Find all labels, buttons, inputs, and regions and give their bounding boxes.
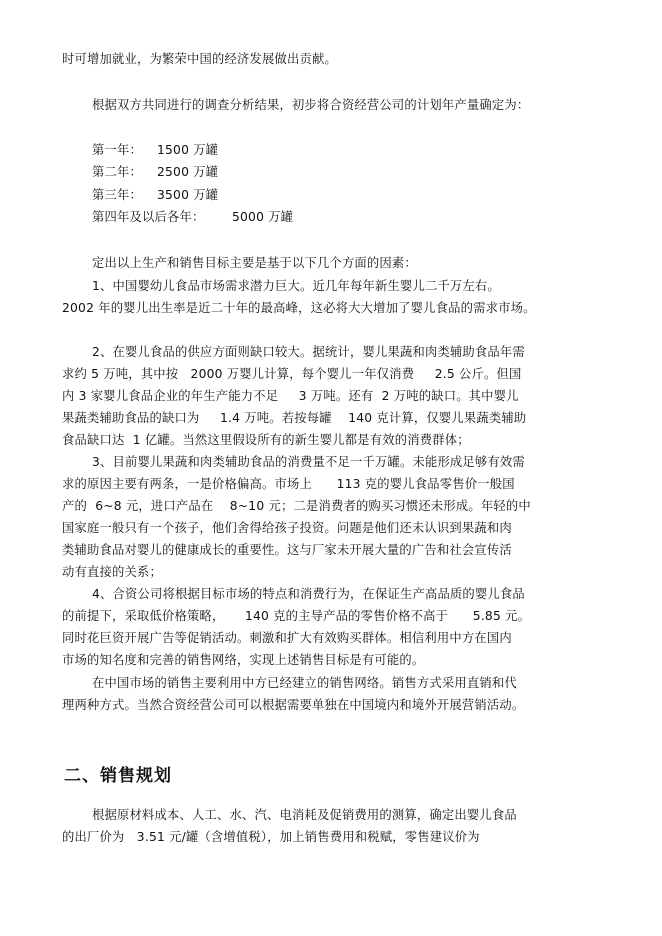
- section-heading: 二、销售规划: [64, 766, 172, 786]
- factor-4-line: 同时花巨资开展广告等促销活动。刺激和扩大有效购买群体。相信利用中方在国内: [62, 631, 512, 645]
- plan-year-4-label: 第四年及以后各年：: [92, 210, 205, 224]
- factor-2-line: 2、在婴儿食品的供应方面则缺口较大。据统计，婴儿果蔬和肉类辅助食品年需: [92, 345, 525, 359]
- factor-4-line: 市场的知名度和完善的销售网络，实现上述销售目标是有可能的。: [62, 653, 425, 667]
- sales-channel-line: 在中国市场的销售主要利用中方已经建立的销售网络。销售方式采用直销和代: [92, 676, 517, 690]
- plan-year-3-value: 3500 万罐: [157, 188, 219, 202]
- factor-3-line: 类辅助食品对婴儿的健康成长的重要性。这与厂家未开展大量的广告和社会宣传活: [62, 543, 512, 557]
- factor-1-line: 2002 年的婴儿出生率是近二十年的最高峰，这必将大大增加了婴儿食品的需求市场。: [62, 301, 536, 315]
- factor-2-line: 求约 5 万吨，其中按 2000 万婴儿计算，每个婴儿一年仅消费 2.5 公斤。但国: [62, 367, 522, 381]
- factor-2-line: 内 3 家婴儿食品企业的年生产能力不足 3 万吨。还有 2 万吨的缺口。其中婴儿: [62, 389, 519, 403]
- factor-2-line: 果蔬类辅助食品的缺口为 1.4 万吨。若按每罐 140 克计算，仅婴儿果蔬类辅助: [62, 411, 527, 425]
- pricing-line: 的出厂价为 3.51 元/罐（含增值税），加上销售费用和税赋，零售建议价为: [62, 830, 480, 844]
- factor-3-line: 产的 6~8 元，进口产品在 8~10 元；二是消费者的购买习惯还未形成。年轻的中: [62, 499, 531, 513]
- sales-channel-line: 理两种方式。当然合资经营公司可以根据需要单独在中国境内和境外开展营销活动。: [62, 698, 525, 712]
- factor-3-line: 3、目前婴儿果蔬和肉类辅助食品的消费量不足一千万罐。未能形成足够有效需: [92, 455, 525, 469]
- factor-3-line: 国家庭一般只有一个孩子，他们舍得给孩子投资。问题是他们还未认识到果蔬和肉: [62, 521, 512, 535]
- factor-4-line: 的前提下，采取低价格策略， 140 克的主导产品的零售价格不高于 5.85 元。: [62, 609, 531, 623]
- plan-year-2-value: 2500 万罐: [157, 165, 219, 179]
- factor-1-line: 1、中国婴幼儿食品市场需求潜力巨大。近几年每年新生婴儿二千万左右。: [92, 279, 500, 293]
- plan-year-4-value: 5000 万罐: [232, 210, 294, 224]
- plan-year-2-label: 第二年：: [92, 165, 142, 179]
- factor-3-line: 求的原因主要有两条，一是价格偏高。市场上 113 克的婴儿食品零售价一般国: [62, 477, 515, 491]
- factors-intro-line: 定出以上生产和销售目标主要是基于以下几个方面的因素：: [92, 256, 417, 270]
- pricing-line: 根据原材料成本、人工、水、汽、电消耗及促销费用的测算，确定出婴儿食品: [92, 808, 517, 822]
- plan-year-1-label: 第一年：: [92, 143, 142, 157]
- factor-2-line: 食品缺口达 1 亿罐。当然这里假设所有的新生婴儿都是有效的消费群体；: [62, 433, 470, 447]
- plan-year-1-value: 1500 万罐: [157, 143, 219, 157]
- plan-intro-line: 根据双方共同进行的调查分析结果，初步将合资经营公司的计划年产量确定为：: [92, 98, 530, 112]
- intro-tail-line: 时可增加就业，为繁荣中国的经济发展做出贡献。: [62, 52, 337, 66]
- factor-4-line: 4、合资公司将根据目标市场的特点和消费行为，在保证生产高品质的婴儿食品: [92, 587, 525, 601]
- factor-3-line: 动有直接的关系；: [62, 565, 162, 579]
- plan-year-3-label: 第三年：: [92, 188, 142, 202]
